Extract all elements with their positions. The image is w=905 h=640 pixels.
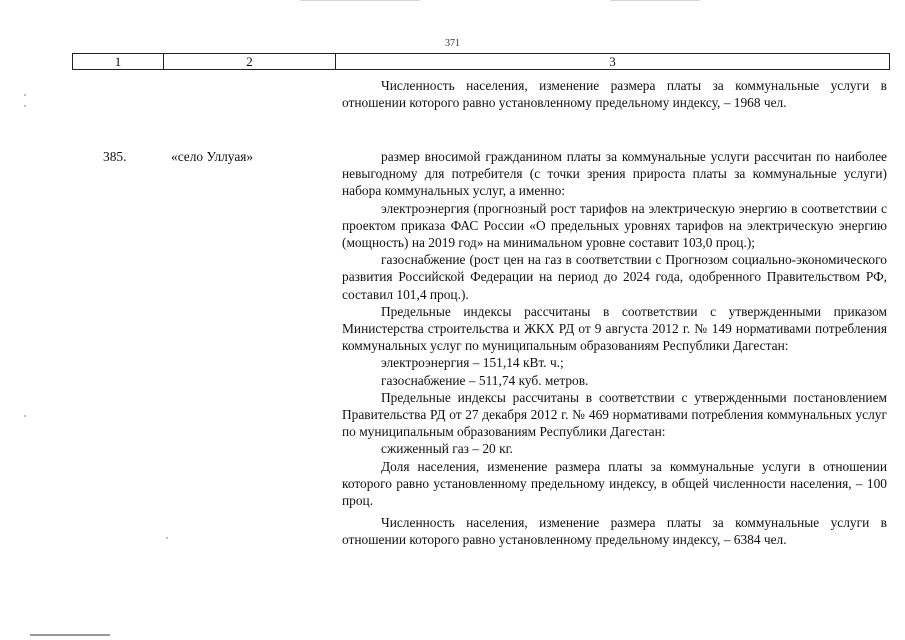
paragraph: сжиженный газ – 20 кг. <box>381 441 513 457</box>
paragraph: электроэнергия – 151,14 кВт. ч.; <box>381 355 564 371</box>
paragraph: Доля населения, изменение размера платы за коммунальные услуги в отношении которого равно установленному предельному индексу, в общей численности населения, – 100 проц. <box>342 458 887 509</box>
row-number: 385. <box>103 149 127 164</box>
row-description <box>342 148 887 549</box>
scan-speck <box>24 94 26 96</box>
scan-artifact-top <box>300 0 420 1</box>
paragraph: Численность населения, изменение размера платы за коммунальные услуги в отношении которого равно установленному предельному индексу, – 1968 чел. <box>342 78 887 111</box>
paragraph: газоснабжение (рост цен на газ в соответствии с Прогнозом социально-экономического развития Российской Федерации на период до 2024 года, одобренного Правительством РФ, составил 101,4 проц.). <box>342 252 887 302</box>
paragraph: Численность населения, изменение размера платы за коммунальные услуги в отношении которого равно установленному предельному индексу, – 6384 чел. <box>342 515 887 548</box>
paragraph: размер вносимой гражданином платы за коммунальные услуги рассчитан по наиболее невыгодному для потребителя (с точки зрения прироста платы за коммунальные услуги) набора коммунальных услуг, а именно: <box>342 149 887 199</box>
column-header-1: 1 <box>73 54 164 70</box>
scan-speck <box>24 105 26 107</box>
paragraph: Предельные индексы рассчитаны в соответствии с утвержденными постановлением Правительства РД от 27 декабря 2012 г. № 469 нормативами потребления коммунальных услуг по муниципальным образованиям Республики Дагестан: <box>342 389 887 440</box>
scan-artifact-top <box>610 0 700 1</box>
scan-artifact-bottom <box>30 634 110 636</box>
paragraph: Предельные индексы рассчитаны в соответствии с утвержденными приказом Министерства строительства и ЖКХ РД от 9 августа 2012 г. № 149 нормативами потребления коммунальных услуг по муниципальным образованиям Республики Дагестан: <box>342 303 887 354</box>
scan-speck <box>166 537 168 539</box>
column-header-table <box>72 53 890 70</box>
paragraph: газоснабжение – 511,74 куб. метров. <box>381 372 589 388</box>
scan-speck <box>24 415 26 417</box>
previous-row-continuation <box>342 77 887 111</box>
settlement-name: «село Уллуая» <box>171 149 254 164</box>
column-header-3: 3 <box>336 54 890 70</box>
column-header-2: 2 <box>164 54 336 70</box>
paragraph: электроэнергия (прогнозный рост тарифов на электрическую энергию в соответствии с проектом приказа ФАС России «О предельных уровнях тарифов на электрическую энергию (мощность) на 2019 год» на минимальном уровне составит 103,0 проц.); <box>342 200 887 251</box>
page-number: 371 <box>445 38 460 49</box>
